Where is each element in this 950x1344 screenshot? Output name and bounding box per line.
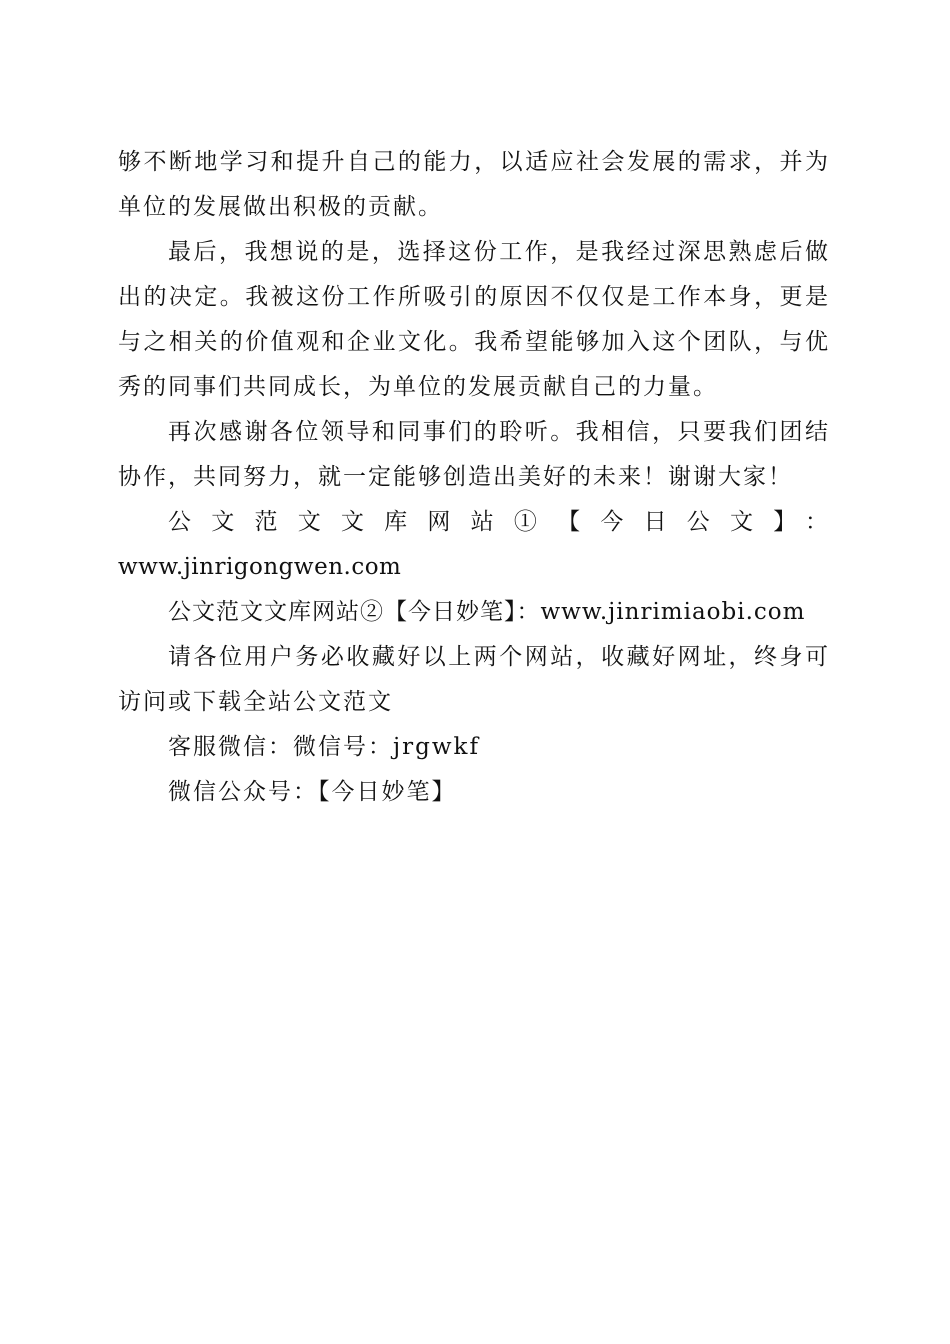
wechat-account: 微信公众号：【今日妙笔】 xyxy=(168,779,457,805)
paragraph-continuation: 够不断地学习和提升自己的能力，以适应社会发展的需求，并为单位的发展做出积极的贡献。 xyxy=(118,149,830,220)
paragraph-thanks: 再次感谢各位领导和同事们的聆听。我相信，只要我们团结协作，共同努力，就一定能够创造出美好的未来！谢谢大家！ xyxy=(118,419,830,490)
site1-url[interactable]: www.jinrigongwen.com xyxy=(118,554,402,580)
paragraph-decision: 最后，我想说的是，选择这份工作，是我经过深思熟虑后做出的决定。我被这份工作所吸引的原因不仅仅是工作本身，更是与之相关的价值观和企业文化。我希望能够加入这个团队，与优秀的同事们共同成长，为单位的发展贡献自己的力量。 xyxy=(118,239,830,400)
bookmark-notice: 请各位用户务必收藏好以上两个网站，收藏好网址，终身可访问或下载全站公文范文 xyxy=(118,644,830,715)
wechat-service: 客服微信：微信号：jrgwkf xyxy=(168,734,480,760)
site2-line[interactable]: 公文范文文库网站②【今日妙笔】：www.jinrimiaobi.com xyxy=(168,599,806,625)
site1-label: 公文范文文库网站①【今日公文】： xyxy=(168,509,830,535)
document-page xyxy=(118,140,830,815)
